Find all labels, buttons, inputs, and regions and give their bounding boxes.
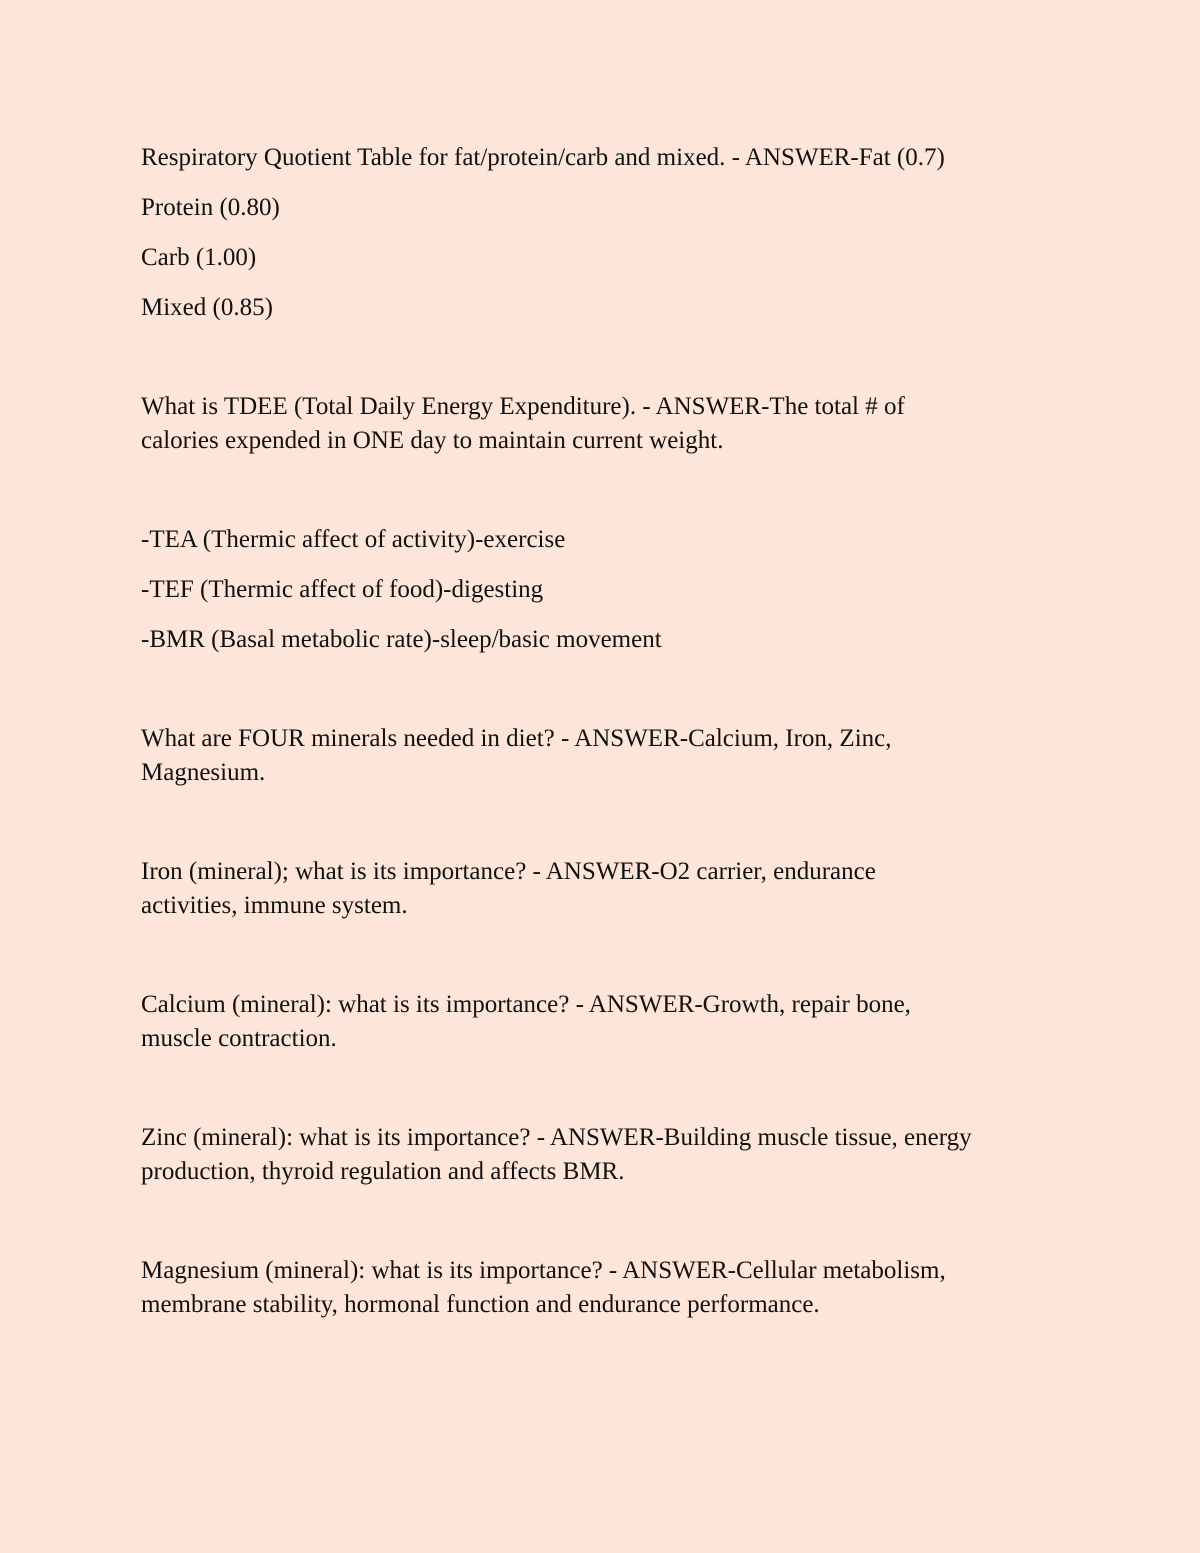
iron-line-2: activities, immune system. [141, 892, 408, 919]
iron-block [141, 855, 1070, 923]
tea-line: -TEA (Thermic affect of activity)-exercise [141, 526, 566, 553]
iron-line-1: Iron (mineral); what is its importance? - ANSWER-O2 carrier, endurance [141, 858, 876, 885]
rq-block [141, 141, 1070, 325]
tdee-line-2: calories expended in ONE day to maintain current weight. [141, 427, 724, 454]
tef-line: -TEF (Thermic affect of food)-digesting [141, 576, 544, 603]
minerals-block [141, 722, 1070, 790]
minerals-line-1: What are FOUR minerals needed in diet? - ANSWER-Calcium, Iron, Zinc, [141, 725, 892, 752]
calcium-line-1: Calcium (mineral): what is its importance? - ANSWER-Growth, repair bone, [141, 991, 911, 1018]
rq-mixed-line: Mixed (0.85) [141, 294, 273, 321]
rq-question-line: Respiratory Quotient Table for fat/protein/carb and mixed. - ANSWER-Fat (0.7) [141, 144, 945, 171]
bmr-line: -BMR (Basal metabolic rate)-sleep/basic movement [141, 626, 662, 653]
magnesium-block [141, 1254, 1070, 1322]
minerals-line-2: Magnesium. [141, 759, 266, 786]
rq-protein-line: Protein (0.80) [141, 194, 280, 221]
rq-carb-line: Carb (1.00) [141, 244, 257, 271]
zinc-line-2: production, thyroid regulation and affects BMR. [141, 1158, 625, 1185]
zinc-line-1: Zinc (mineral): what is its importance? - ANSWER-Building muscle tissue, energy [141, 1124, 972, 1151]
magnesium-line-2: membrane stability, hormonal function and endurance performance. [141, 1291, 820, 1318]
calcium-line-2: muscle contraction. [141, 1025, 337, 1052]
calcium-block [141, 988, 1070, 1056]
tdee-block [141, 390, 1070, 458]
tdee-line-1: What is TDEE (Total Daily Energy Expenditure). - ANSWER-The total # of [141, 393, 905, 420]
magnesium-line-1: Magnesium (mineral): what is its importance? - ANSWER-Cellular metabolism, [141, 1257, 946, 1284]
zinc-block [141, 1121, 1070, 1189]
tdee-components-block [141, 523, 1070, 657]
